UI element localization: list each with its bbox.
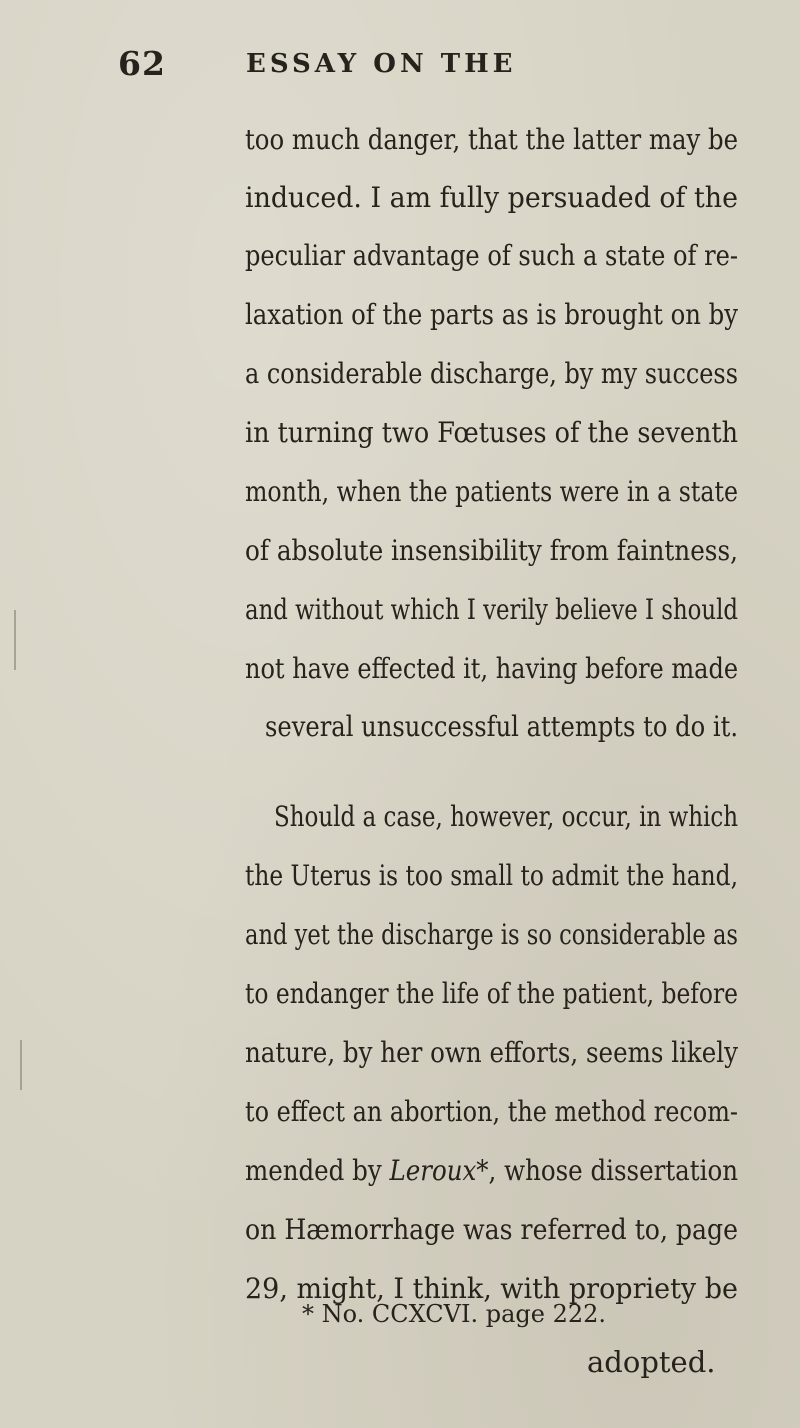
author-name: Leroux <box>389 1154 477 1187</box>
text-line: to endanger the life of the patient, before <box>245 977 739 1010</box>
text-line: a considerable discharge, by my success <box>245 357 738 390</box>
text-line: month, when the patients were in a state <box>245 475 738 508</box>
text-line: Should a case, however, occur, in which <box>274 800 739 833</box>
text-line: 29, might, I think, with propriety be <box>245 1272 739 1305</box>
page-number: 62 <box>118 44 166 83</box>
text-line: laxation of the parts as is brought on by <box>245 298 738 331</box>
text-line: nature, by her own efforts, seems likely <box>245 1036 739 1069</box>
text-line: to effect an abortion, the method recom- <box>245 1095 739 1128</box>
text-line: not have effected it, having before made <box>245 652 739 685</box>
catchword: adopted. <box>587 1345 716 1379</box>
text-line: mended by Leroux*, whose dissertation <box>245 1154 738 1187</box>
text-line: peculiar advantage of such a state of re- <box>245 239 738 272</box>
text-line: and yet the discharge is so considerable as <box>245 918 739 951</box>
footnote: * No. CCXCVI. page 222. <box>302 1300 607 1328</box>
margin-mark <box>20 1040 22 1090</box>
text-line: induced. I am fully persuaded of the <box>245 181 738 214</box>
text-line: too much danger, that the latter may be <box>245 123 739 156</box>
text-line: on Hæmorrhage was referred to, page <box>245 1213 739 1246</box>
text-line: of absolute insensibility from faintness, <box>245 534 738 567</box>
text-line: the Uterus is too small to admit the hand, <box>245 859 738 892</box>
page-header <box>118 44 718 84</box>
text-line: several unsuccessful attempts to do it. <box>265 710 739 743</box>
margin-mark <box>14 610 16 670</box>
running-head: ESSAY ON THE <box>246 49 517 79</box>
text-line: and without which I verily believe I should <box>245 593 739 626</box>
text-line: in turning two Fœtuses of the seventh <box>245 416 738 449</box>
